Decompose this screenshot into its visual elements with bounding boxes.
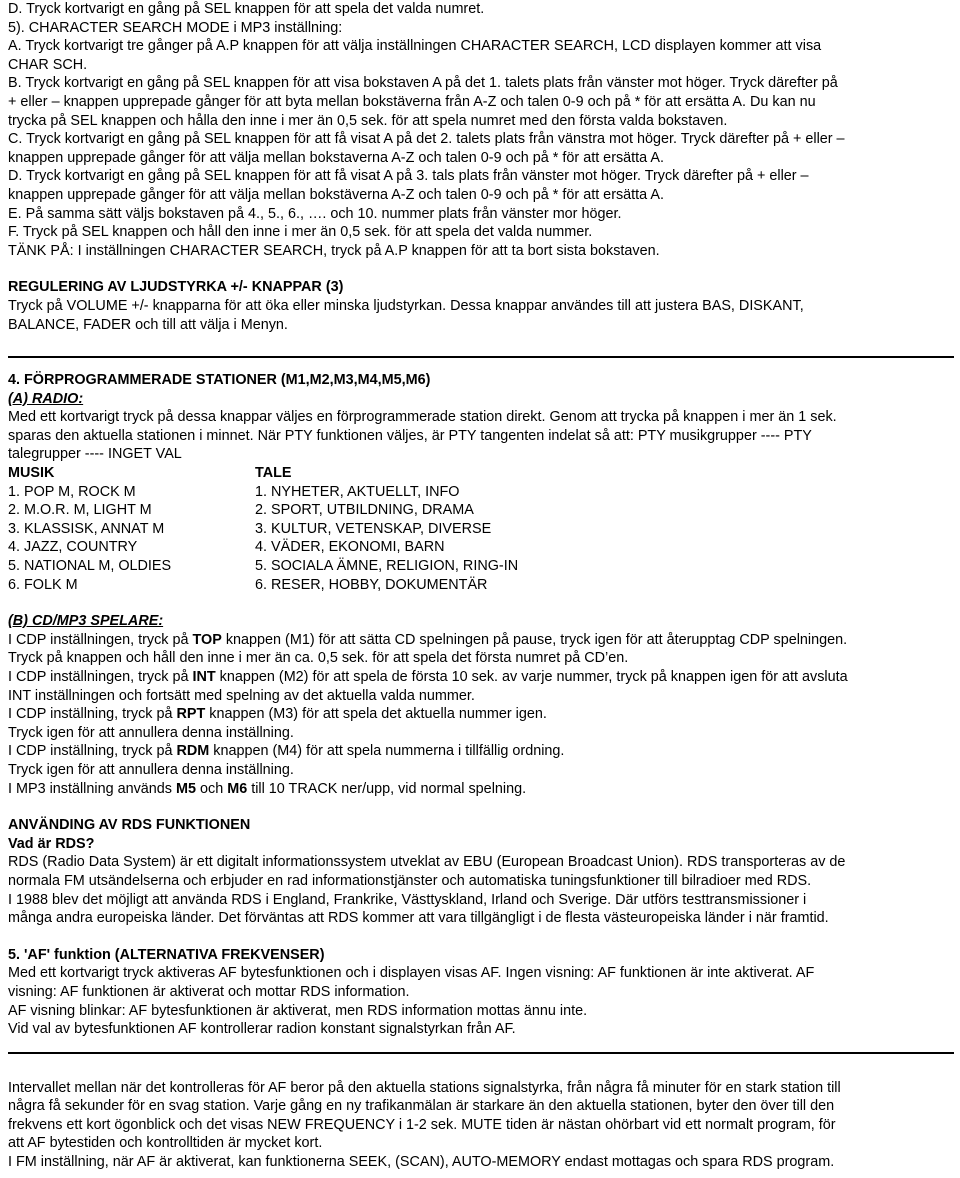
text-line: 5). CHARACTER SEARCH MODE i MP3 inställning:	[8, 19, 343, 36]
text-line: Tryck på VOLUME +/- knapparna för att öka eller minska ljudstyrkan. Dessa knappar användes till att justera BAS, DISKANT,	[8, 297, 804, 314]
text-line: Tryck på knappen och håll den inne i mer än ca. 0,5 sek. för att spela det första numret på CD’en.	[8, 650, 629, 667]
text-line: I 1988 blev det möjligt att använda RDS i England, Frankrike, Västtyskland, Irland och Sverige. Där utförs testtransmissioner i	[8, 891, 807, 908]
text-line: E. På samma sätt väljs bokstaven på 4., 5., 6., …. och 10. nummer plats från vänster mor höger.	[8, 205, 622, 222]
text-line	[8, 780, 954, 799]
text-line: visning: AF funktionen är aktiverat och mottar RDS information.	[8, 983, 410, 1000]
text-line: Tryck igen för att annullera denna inställning.	[8, 761, 294, 778]
button-name-m6: M6	[227, 780, 248, 797]
text-line	[8, 705, 954, 724]
text-line: B. Tryck kortvarigt en gång på SEL knappen för att visa bokstaven A på det 1. talets plats från vänster mot höger. Tryck därefter på	[8, 75, 838, 92]
column-header: TALE	[255, 465, 292, 482]
spacer	[8, 358, 954, 371]
button-name-top: TOP	[192, 631, 222, 648]
pty-group-table	[8, 464, 954, 594]
list-item: 2. SPORT, UTBILDNING, DRAMA	[255, 502, 474, 519]
text-span: I CDP inställningen, tryck på	[8, 631, 193, 648]
text-line: + eller – knappen upprepade gånger för att byta mellan bokstäverna från A-Z och talen 0-9 och på * för att ersätta A. Du kan nu	[8, 93, 816, 110]
spacer	[8, 1054, 954, 1079]
spacer	[8, 928, 954, 946]
text-line	[8, 742, 954, 761]
text-line: frekvens ett kort ögonblick och det visas NEW FREQUENCY i 1-2 sek. MUTE tiden är nästan ohörbart vid ett normalt program, för	[8, 1116, 836, 1133]
list-item: 6. FOLK M	[8, 576, 78, 593]
text-line: F. Tryck på SEL knappen och håll den inne i mer än 0,5 sek. för att spela det valda nummer.	[8, 224, 593, 241]
button-name-m5: M5	[176, 780, 196, 797]
list-item: 3. KULTUR, VETENSKAP, DIVERSE	[255, 520, 492, 537]
tale-column	[255, 464, 755, 594]
list-item: 4. VÄDER, EKONOMI, BARN	[255, 539, 445, 556]
button-name-int: INT	[192, 669, 216, 685]
list-item: 5. NATIONAL M, OLDIES	[8, 558, 172, 575]
text-span: till 10 TRACK ner/upp, vid normal spelning.	[247, 780, 527, 797]
text-span: I CDP inställning, tryck på	[8, 706, 177, 723]
text-line: några få sekunder för en svag station. Varje gång en ny trafikanmälan är starkare än den aktuella stationen, byter den över till den	[8, 1098, 835, 1115]
text-line: Tryck igen för att annullera denna inställning.	[8, 724, 294, 741]
text-line: sparas den aktuella stationen i minnet. När PTY funktionen väljes, är PTY tangenten indelat så att: PTY musikgrupper ---- PTY	[8, 427, 812, 444]
character-search-section	[8, 0, 954, 260]
list-item: 6. RESER, HOBBY, DOKUMENTÄR	[255, 576, 488, 593]
text-line: D. Tryck kortvarigt en gång på SEL knappen för att få visat A på 3. tals plats från vänster mot höger. Tryck därefter på + eller –	[8, 168, 809, 185]
text-span: knappen (M1) för att sätta CD spelningen på pause, tryck igen för att återupptag CDP spelningen.	[221, 631, 848, 648]
musik-column	[8, 464, 255, 594]
text-span: och	[196, 780, 228, 797]
presets-section	[8, 371, 954, 798]
spacer	[8, 334, 954, 356]
text-span: knappen (M3) för att spela det aktuella nummer igen.	[205, 706, 547, 723]
text-line: normala FM utsändelserna och erbjuder en rad informationstjänster och automatiska tuningsfunktioner till bilradioer med RDS.	[8, 872, 812, 889]
text-line: att AF bytestiden och kontrolltiden är mycket kort.	[8, 1135, 323, 1152]
list-item: 1. POP M, ROCK M	[8, 483, 136, 500]
subsection-heading-cd: (B) CD/MP3 SPELARE:	[8, 613, 164, 630]
button-name-rdm: RDM	[176, 743, 210, 760]
list-item: 1. NYHETER, AKTUELLT, INFO	[255, 483, 460, 500]
column-header: MUSIK	[8, 465, 55, 482]
text-line: knappen upprepade gånger för att välja mellan bokstaverna A-Z och talen 0-9 och på * för att ersätta A.	[8, 149, 664, 166]
text-line: knappen upprepade gånger för att välja mellan bokstäverna A-Z och talen 0-9 och på * för att ersätta A.	[8, 186, 664, 203]
section-heading: REGULERING AV LJUDSTYRKA +/- KNAPPAR (3)	[8, 279, 344, 296]
spacer	[8, 594, 954, 612]
text-line: AF visning blinkar: AF bytesfunktionen är aktiverat, men RDS information mottas ännu inte.	[8, 1002, 588, 1019]
af-section	[8, 946, 954, 1039]
text-line: många andra europeiska länder. Det förväntas att RDS kommer att vara tillgängligt i de flesta västeuropeiska länder i när framtid.	[8, 910, 829, 927]
list-item: 4. JAZZ, COUNTRY	[8, 539, 138, 556]
section-heading: 4. FÖRPROGRAMMERADE STATIONER (M1,M2,M3,M4,M5,M6)	[8, 372, 431, 389]
section-heading: ANVÄNDING AV RDS FUNKTIONEN	[8, 817, 251, 834]
spacer	[8, 1039, 954, 1052]
text-line: trycka på SEL knappen och hålla den inne i mer än 0,5 sek. för att spela numret med den första valda bokstaven.	[8, 112, 728, 129]
list-item: 3. KLASSISK, ANNAT M	[8, 520, 165, 537]
text-line: I FM inställning, när AF är aktiverat, kan funktionerna SEEK, (SCAN), AUTO-MEMORY endast mottagas och spara RDS program.	[8, 1154, 835, 1171]
text-line: TÄNK PÅ: I inställningen CHARACTER SEARCH, tryck på A.P knappen för att ta bort sista bokstaven.	[8, 242, 660, 259]
subsection-heading: Vad är RDS?	[8, 835, 95, 852]
text-line: Vid val av bytesfunktionen AF kontrollerar radion konstant signalstyrkan från AF.	[8, 1021, 516, 1038]
text-line: talegrupper ---- INGET VAL	[8, 446, 182, 463]
text-line: INT inställningen och fortsätt med spelning av det aktuella valda nummer.	[8, 687, 475, 704]
volume-section	[8, 278, 954, 334]
text-line: C. Tryck kortvarigt en gång på SEL knappen för att få visat A på det 2. talets plats från vänstra mot höger. Tryck därefter på + eller –	[8, 131, 845, 148]
text-line: Intervallet mellan när det kontrolleras för AF beror på den aktuella stations signalstyrka, från några få minuter för en stark station till	[8, 1079, 841, 1096]
text-line: Med ett kortvarigt tryck på dessa knappar väljes en förprogrammerade station direkt. Genom att trycka på knappen i mer än 1 sek.	[8, 409, 837, 426]
text-line: Med ett kortvarigt tryck aktiveras AF bytesfunktionen och i displayen visas AF. Ingen visning: AF funktionen är inte aktiverat. AF	[8, 965, 815, 982]
text-span: I CDP inställning, tryck på	[8, 743, 177, 760]
section-heading: 5. 'AF' funktion (ALTERNATIVA FREKVENSER)	[8, 946, 325, 963]
text-line: BALANCE, FADER och till att välja i Menyn.	[8, 316, 288, 333]
text-line: D. Tryck kortvarigt en gång på SEL knappen för att spela det valda numret.	[8, 1, 485, 17]
text-span: I MP3 inställning används	[8, 780, 176, 797]
text-span: I CDP inställningen, tryck på	[8, 669, 193, 685]
text-span: knappen (M4) för att spela nummerna i tillfällig ordning.	[209, 743, 565, 760]
button-name-rpt: RPT	[176, 706, 206, 723]
interval-section	[8, 1079, 954, 1172]
spacer	[8, 798, 954, 816]
rds-section	[8, 816, 954, 928]
subsection-heading-radio: (A) RADIO:	[8, 390, 84, 407]
list-item: 5. SOCIALA ÄMNE, RELIGION, RING-IN	[255, 558, 519, 575]
text-line	[8, 631, 954, 650]
document-page	[8, 0, 954, 1172]
text-line: RDS (Radio Data System) är ett digitalt informationssystem utveklat av EBU (European Broadcast Union). RDS transporteras av de	[8, 854, 846, 871]
list-item: 2. M.O.R. M, LIGHT M	[8, 502, 152, 519]
text-line: CHAR SCH.	[8, 56, 88, 73]
text-span: knappen (M2) för att spela de första 10 sek. av varje nummer, tryck på knappen igen för att avsluta	[215, 669, 848, 685]
spacer	[8, 260, 954, 278]
text-line: A. Tryck kortvarigt tre gånger på A.P knappen för att välja inställningen CHARACTER SEARCH, LCD displayen kommer att visa	[8, 38, 822, 55]
text-line	[8, 668, 954, 687]
